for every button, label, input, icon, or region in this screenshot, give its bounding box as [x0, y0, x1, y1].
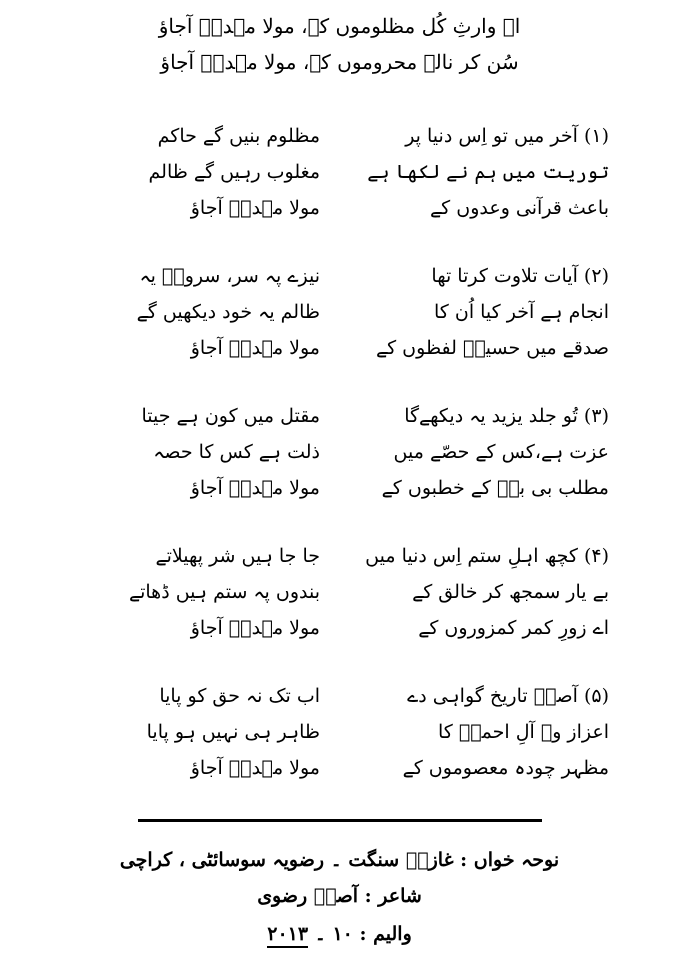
stanza-line: صدقے میں حسینؑ لفظوں کے	[375, 337, 609, 359]
stanza-line: عزت ہے،کس کے حصّے میں	[393, 441, 609, 463]
stanza-line: (۲) آیات تلاوت کرتا تھا	[431, 265, 609, 287]
divider-rule	[138, 819, 542, 822]
stanza-line: (۱) آخر میں تو اِس دنیا پر	[405, 125, 609, 147]
stanza-line: (۳) تُو جلد یزید یہ دیکھےگا	[404, 405, 609, 427]
stanza-refrain-line: مغلوب رہیں گے ظالم	[148, 161, 320, 183]
stanza-refrain-line: مولا مہدیؑ آجاؤ	[190, 757, 320, 779]
heading-line-2: سُن کر نالے محروموں کے، مولا مہدیؑ آجاؤ	[160, 50, 519, 74]
stanza-line: اعزاز وہ آلِ احمدؐ کا	[437, 721, 609, 743]
stanza-refrain-line: مولا مہدیؑ آجاؤ	[190, 477, 320, 499]
stanza-refrain-line: نیزے پہ سر، سرورؑ یہ	[139, 265, 320, 287]
stanza-line: بے یار سمجھ کر خالق کے	[412, 581, 609, 603]
stanza-line: (۵) آصفؔ تاریخ گواہی دے	[407, 685, 609, 707]
stanza-refrain-line: ظاہر ہی نہیں ہو پایا	[146, 721, 320, 743]
stanza-refrain-line: مولا مہدیؑ آجاؤ	[190, 197, 320, 219]
volume-label: والیم : ۱۰ ۔	[314, 923, 412, 945]
stanza-line: (۴) کچھ اہلِ ستم اِس دنیا میں	[365, 545, 609, 567]
stanza-refrain-line: اب تک نہ حق کو پایا	[159, 685, 320, 707]
stanza-refrain-line: ذلت ہے کس کا حصہ	[153, 441, 320, 463]
stanza-refrain-line: ظالم یہ خود دیکھیں گے	[136, 301, 320, 323]
reciter-credit: نوحہ خواں : غازیؑ سنگت ۔ رضویہ سوسائٹی ، کراچی	[119, 849, 560, 871]
stanza-refrain-line: بندوں پہ ستم ہیں ڈھاتے	[128, 581, 320, 603]
poet-credit: شاعر : آصفؔ رضوی	[257, 885, 422, 907]
stanza-line: مظہر چودہ معصوموں کے	[402, 757, 609, 779]
stanza-line: اے زورِ کمر کمزوروں کے	[418, 617, 609, 639]
stanza-line: انجام ہے آخر کیا اُن کا	[434, 301, 609, 323]
stanza-line: باعث قرآنی وعدوں کے	[430, 197, 609, 219]
stanza-refrain-line: مولا مہدیؑ آجاؤ	[190, 617, 320, 639]
stanza-refrain-line: جا جا ہیں شر پھیلاتے	[155, 545, 320, 567]
volume-credit	[0, 922, 679, 946]
stanza-refrain-line: مظلوم بنیں گے حاکم	[157, 125, 320, 147]
stanza-refrain-line: مولا مہدیؑ آجاؤ	[190, 337, 320, 359]
heading-line-1: اے وارثِ کُل مظلوموں کے، مولا مہدیؑ آجاؤ	[158, 14, 521, 38]
stanza-line: مطلب بی بیؑ کے خطبوں کے	[381, 477, 609, 499]
stanza-refrain-line: مقتل میں کون ہے جیتا	[141, 405, 320, 427]
stanza-line: توریت میں ہم نے لکھا ہے	[367, 161, 609, 183]
volume-year: ۲۰۱۳	[267, 923, 308, 948]
